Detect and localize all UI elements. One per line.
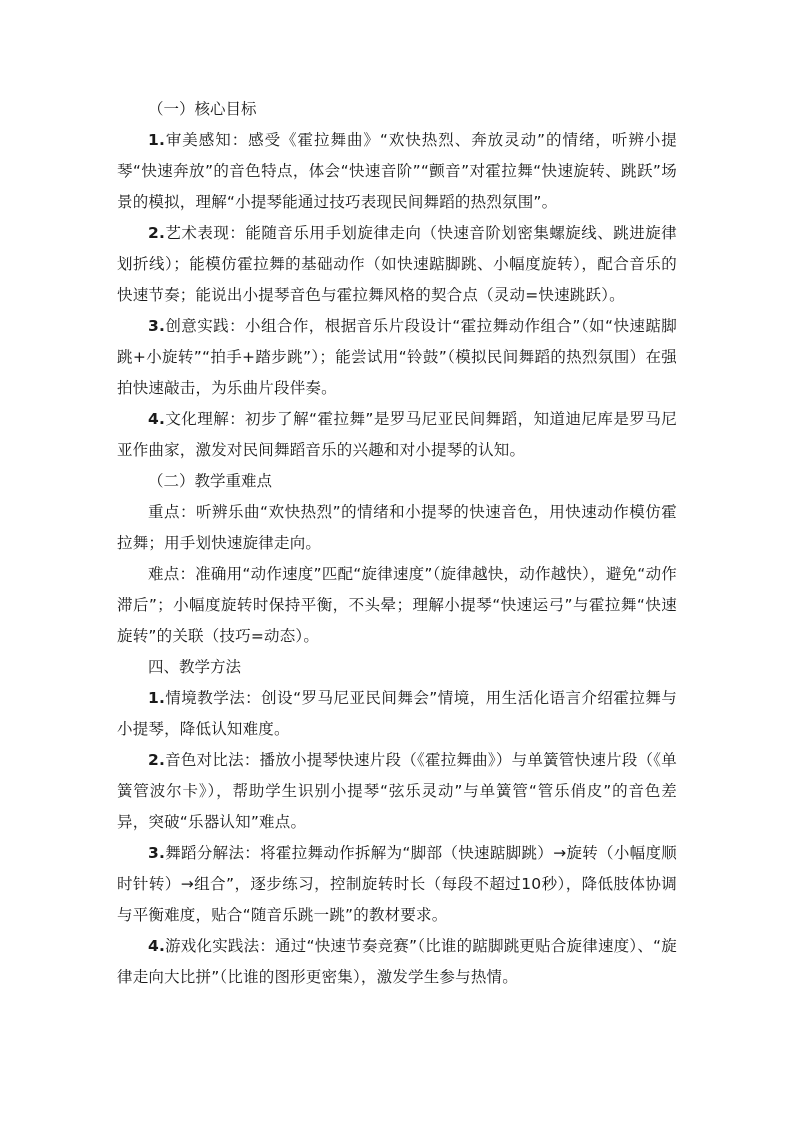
goal-item-number: 4. xyxy=(148,410,166,428)
method-item-number: 3. xyxy=(148,844,166,862)
section-title-methods: 四、教学方法 xyxy=(148,658,242,676)
method-item-number: 2. xyxy=(148,751,166,769)
goal-item-3 xyxy=(117,311,677,404)
key-point-difficulty: 难点：准确用“动作速度”匹配“旋律速度”（旋律越快，动作越快），避免“动作滞后”；小幅度旋转时保持平衡，不头晕；理解小提琴“快速运弓”与霍拉舞“快速旋转”的关联（技巧=动态）。 xyxy=(117,565,677,645)
goal-item-text: 文化理解：初步了解“霍拉舞”是罗马尼亚民间舞蹈，知道迪尼库是罗马尼亚作曲家，激发对民间舞蹈音乐的兴趣和对小提琴的认知。 xyxy=(117,410,677,459)
method-item-text: 游戏化实践法：通过“快速节奏竞赛”（比谁的踮脚跳更贴合旋律速度）、“旋律走向大比拼”（比谁的图形更密集），激发学生参与热情。 xyxy=(117,937,677,986)
method-item-text: 舞蹈分解法：将霍拉舞动作拆解为“脚部（快速踮脚跳）→旋转（小幅度顺时针转）→组合”，逐步练习，控制旋转时长（每段不超过10秒），降低肢体协调与平衡难度，贴合“随音乐跳一跳”的教材要求。 xyxy=(117,844,677,924)
goal-item-number: 2. xyxy=(148,224,166,242)
method-item-3 xyxy=(117,838,677,931)
goal-item-4 xyxy=(117,404,677,466)
section-title-core-goals: （一）核心目标 xyxy=(148,100,257,118)
goal-item-1 xyxy=(117,125,677,218)
method-item-text: 情境教学法：创设“罗马尼亚民间舞会”情境，用生活化语言介绍霍拉舞与小提琴，降低认知难度。 xyxy=(117,689,677,738)
method-item-2 xyxy=(117,745,677,838)
goal-item-text: 艺术表现：能随音乐用手划旋律走向（快速音阶划密集螺旋线、跳进旋律划折线）；能模仿霍拉舞的基础动作（如快速踮脚跳、小幅度旋转），配合音乐的快速节奏；能说出小提琴音色与霍拉舞风格的契合点（灵动=快速跳跃）。 xyxy=(117,224,677,304)
goal-item-text: 创意实践：小组合作，根据音乐片段设计“霍拉舞动作组合”（如“快速踮脚跳+小旋转”“拍手+踏步跳”）；能尝试用“铃鼓”（模拟民间舞蹈的热烈氛围）在强拍快速敲击，为乐曲片段伴奏。 xyxy=(117,317,677,397)
method-item-4 xyxy=(117,931,677,993)
document-page xyxy=(117,94,677,993)
goal-item-number: 3. xyxy=(148,317,166,335)
section-title-key-points: （二）教学重难点 xyxy=(148,472,273,490)
method-item-text: 音色对比法：播放小提琴快速片段（《霍拉舞曲》）与单簧管快速片段（《单簧管波尔卡》），帮助学生识别小提琴“弦乐灵动”与单簧管“管乐俏皮”的音色差异，突破“乐器认知”难点。 xyxy=(117,751,677,831)
goal-item-text: 审美感知：感受《霍拉舞曲》“欢快热烈、奔放灵动”的情绪，听辨小提琴“快速奔放”的音色特点，体会“快速音阶”“颤音”对霍拉舞“快速旋转、跳跃”场景的模拟，理解“小提琴能通过技巧表现民间舞蹈的热烈氛围”。 xyxy=(117,131,677,211)
method-item-1 xyxy=(117,683,677,745)
key-point-focus: 重点：听辨乐曲“欢快热烈”的情绪和小提琴的快速音色，用快速动作模仿霍拉舞；用手划快速旋律走向。 xyxy=(117,503,677,552)
goal-item-number: 1. xyxy=(148,131,166,149)
method-item-number: 1. xyxy=(148,689,166,707)
goal-item-2 xyxy=(117,218,677,311)
method-item-number: 4. xyxy=(148,937,166,955)
